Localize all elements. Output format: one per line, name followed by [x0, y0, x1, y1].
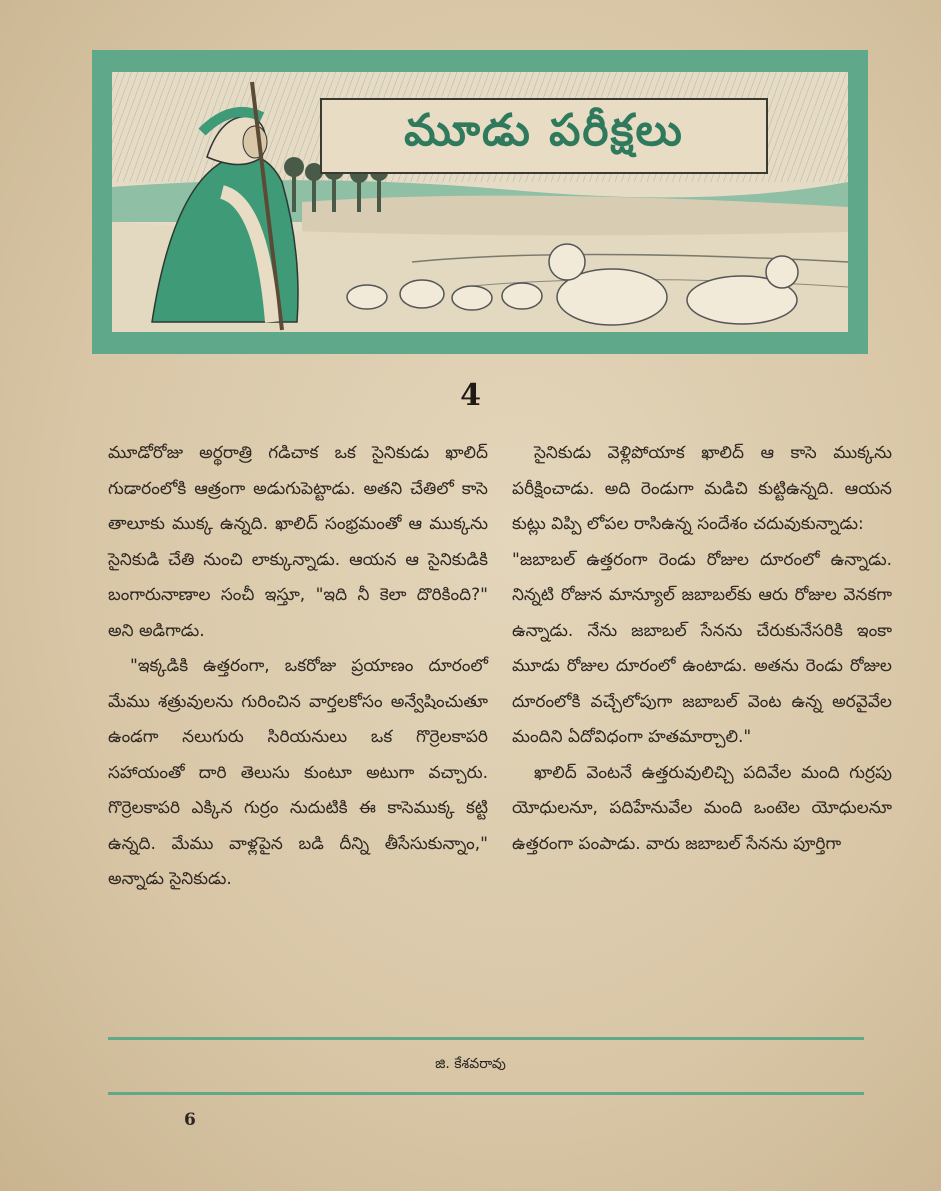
- paragraph: "జబాబల్ ఉత్తరంగా రెండు రోజుల దూరంలో ఉన్నాడు. నిన్నటి రోజున మాన్యూల్ జబాబల్‌కు ఆరు రోజుల వెనకగా ఉన్నాడు. నేను జబాబల్ సేనను చేరుకునేసరికి ఇంకా మూడు రోజుల దూరంలో ఉంటాడు. అతను రెండు రోజుల దూరంలోకి వచ్చేలోపుగా జబాబల్ వెంట ఉన్న అరవైవేల మందిని ఏదోవిధంగా హతమార్చాలి.": [512, 549, 892, 747]
- divider: [108, 1092, 864, 1095]
- paragraph: సైనికుడు వెళ్లిపోయాక ఖాలిద్ ఆ కాసె ముక్కను పరీక్షించాడు. అది రెండుగా మడిచి కుట్టిఉన్నది. ఆయన కుట్లు విప్పి లోపల రాసిఉన్న సందేశం చదువుకున్నాడు:: [512, 443, 892, 534]
- story-title: మూడు పరీక్షలు: [320, 98, 768, 174]
- left-column: [108, 436, 488, 898]
- author-credit: జి. కేశవరావు: [435, 1056, 506, 1072]
- paragraph: మూడోరోజు అర్థరాత్రి గడిచాక ఒక సైనికుడు ఖాలిద్ గుడారంలోకి ఆత్రంగా అడుగుపెట్టాడు. అతని చేతిలో కాసె తాలూకు ముక్క ఉన్నది. ఖాలిద్ సంభ్రమంతో ఆ ముక్కను సైనికుడి చేతి నుంచి లాక్కున్నాడు. ఆయన ఆ సైనికుడికి బంగారునాణాల సంచీ ఇస్తూ, "ఇది నీ కెలా దొరికింది?" అని అడిగాడు.: [108, 443, 488, 641]
- paragraph: "ఇక్కడికి ఉత్తరంగా, ఒకరోజు ప్రయాణం దూరంలో మేము శత్రువులను గురించిన వార్తలకోసం అన్వేషించుతూ ఉండగా నలుగురు సిరియనులు ఒక గొర్రెలకాపరి సహాయంతో దారి తెలుసు కుంటూ అటుగా వచ్చారు. గొర్రెలకాపరి ఎక్కిన గుర్రం నుదుటికి ఈ కాసెముక్క కట్టి ఉన్నది. మేము వాళ్లపైన బడి దీన్ని తీసేసుకున్నాం," అన్నాడు సైనికుడు.: [108, 656, 488, 889]
- story-banner: [92, 50, 868, 354]
- paragraph: ఖాలిద్ వెంటనే ఉత్తరువులిచ్చి పదివేల మంది గుర్రపు యోధులనూ, పదిహేనువేల మంది ఒంటెల యోధులనూ ఉత్తరంగా పంపాడు. వారు జబాబల్ సేనను పూర్తిగా: [512, 762, 892, 854]
- right-column: [512, 436, 892, 862]
- divider: [108, 1037, 864, 1040]
- page-number: 6: [184, 1110, 196, 1130]
- chapter-number: 4: [460, 378, 481, 413]
